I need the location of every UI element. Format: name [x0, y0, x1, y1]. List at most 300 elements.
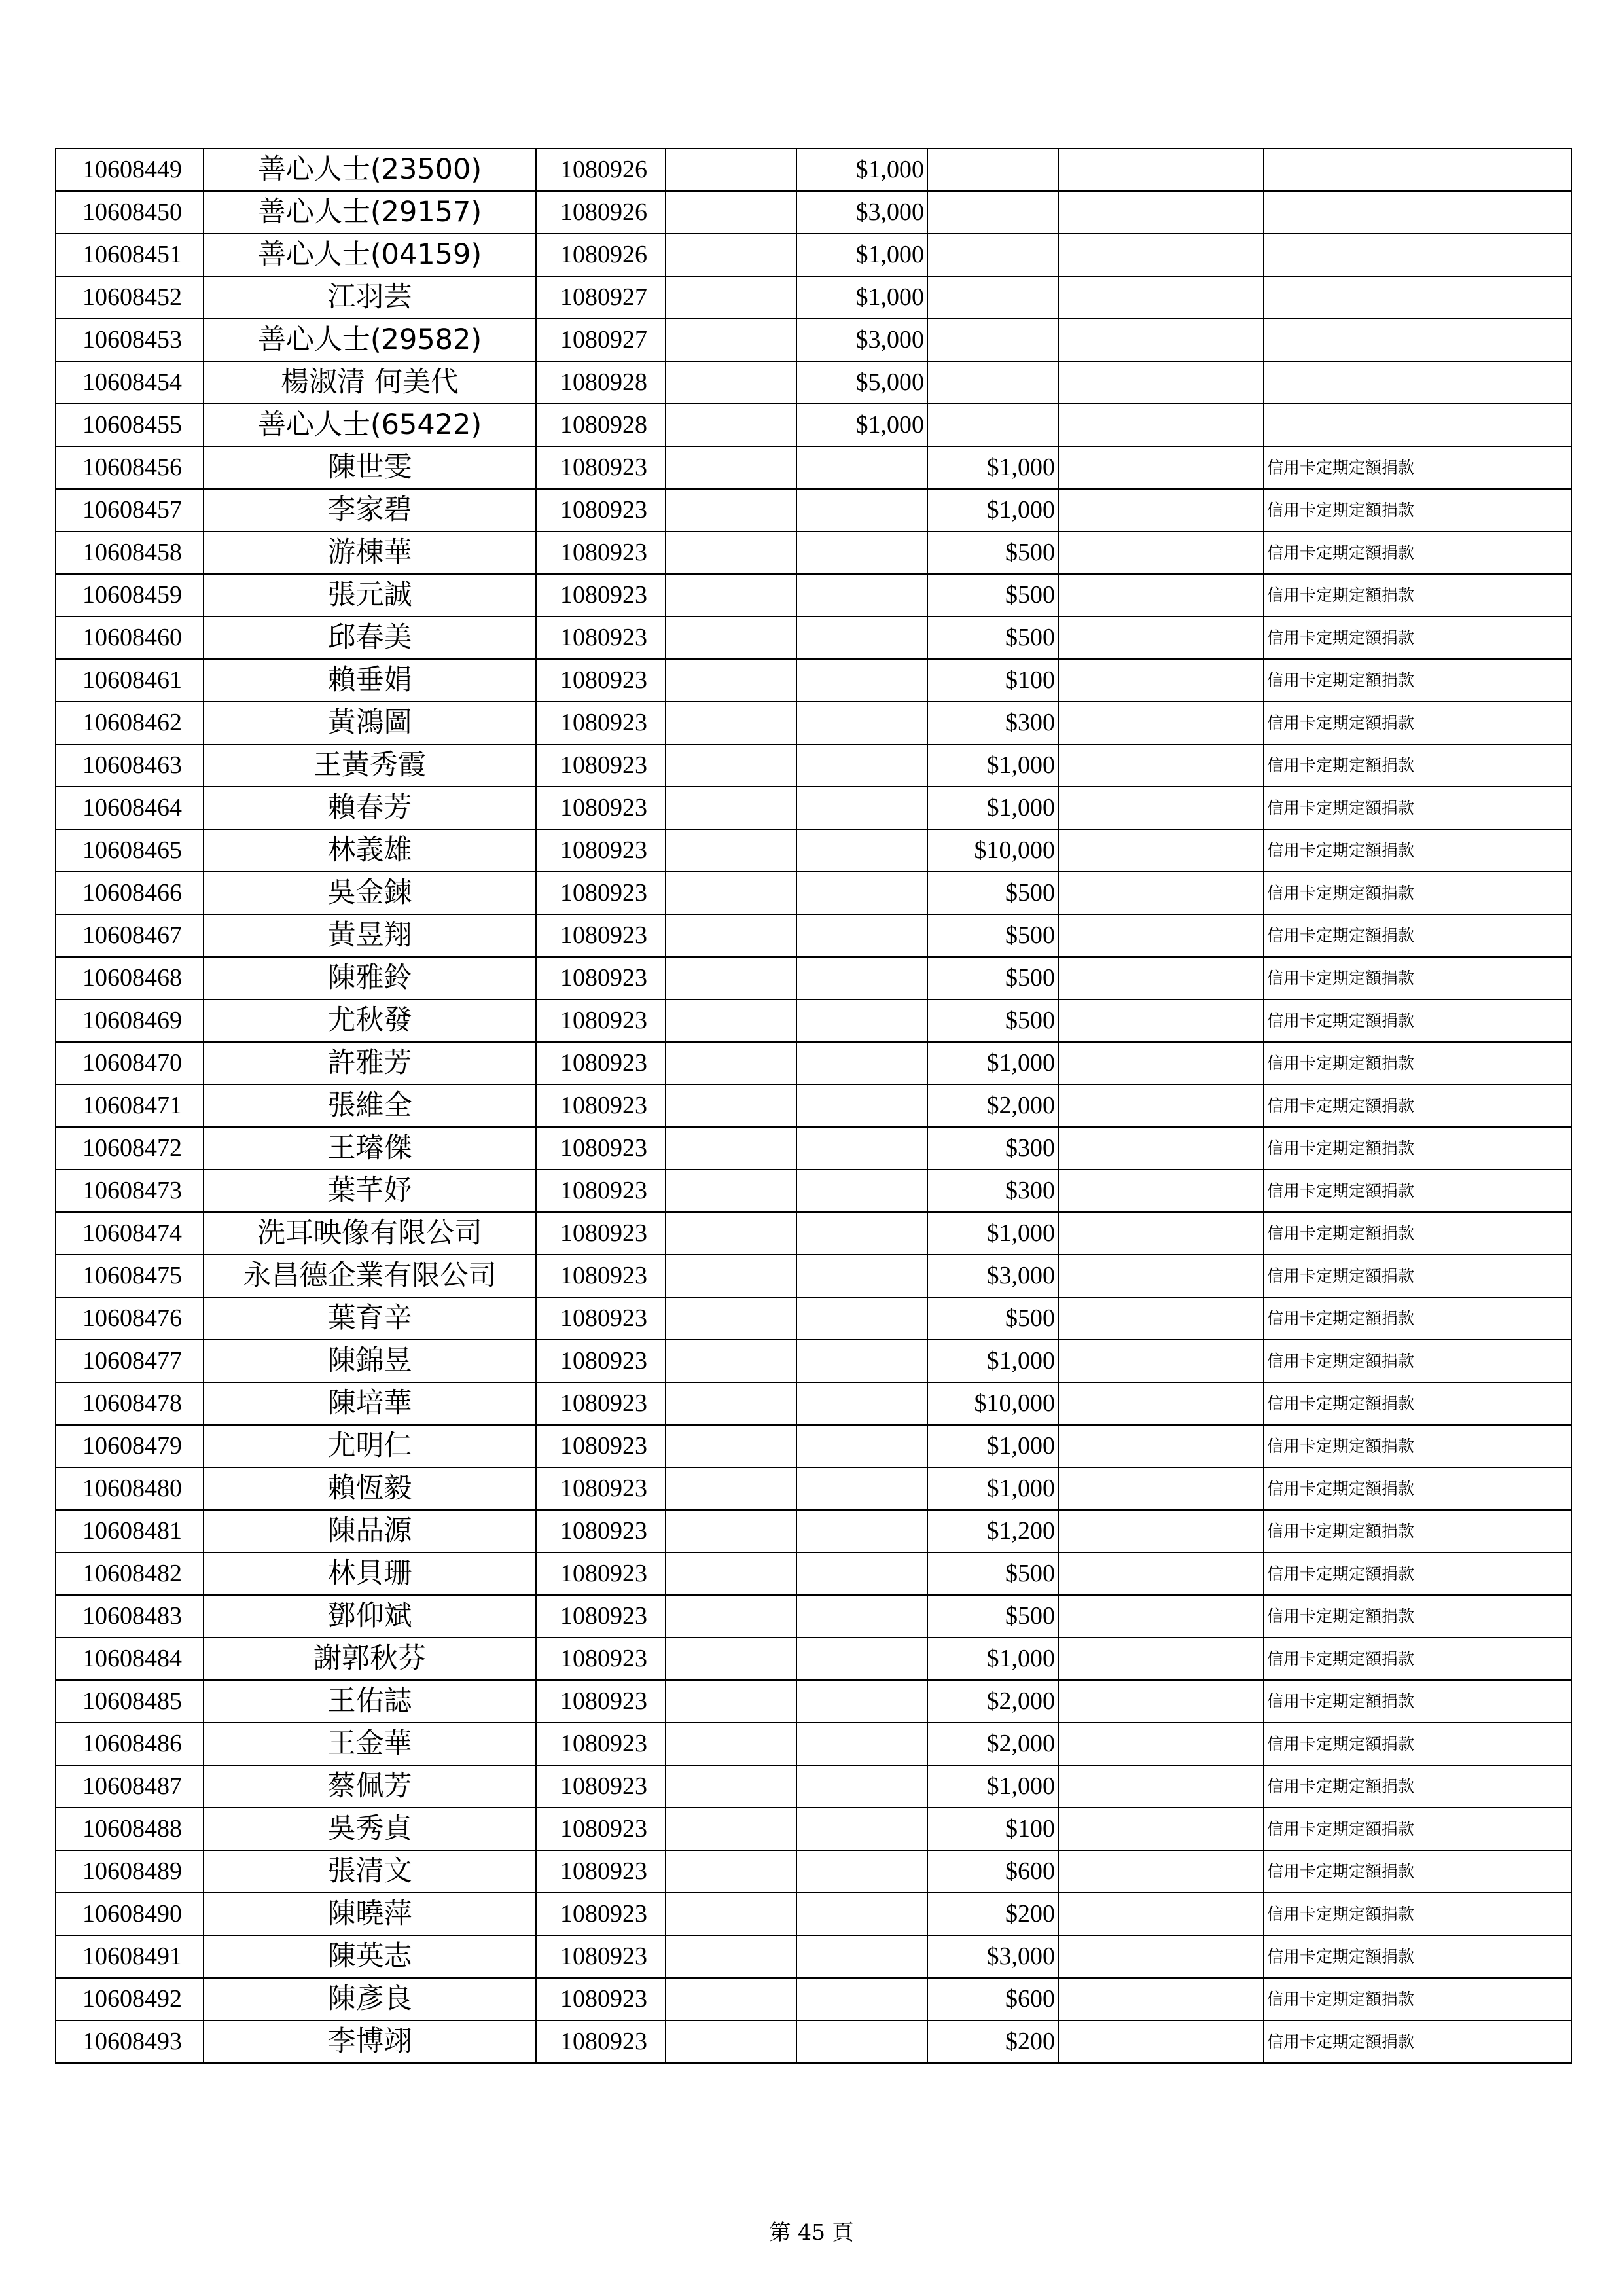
- note-cell: [1264, 234, 1571, 276]
- note-cell: 信用卡定期定額捐款: [1264, 1212, 1571, 1255]
- table-row: [56, 1085, 1571, 1127]
- table-row: [56, 234, 1571, 276]
- amount-cell: [796, 914, 927, 957]
- note-cell: [1264, 191, 1571, 234]
- amount-cell: [796, 1212, 927, 1255]
- donation-date-cell: 1080923: [536, 1085, 666, 1127]
- donation-date-cell: 1080923: [536, 829, 666, 872]
- empty-cell: [1058, 1255, 1264, 1297]
- card-amount-cell: $500: [927, 914, 1058, 957]
- empty-cell: [1058, 1085, 1264, 1127]
- table-row: [56, 1765, 1571, 1808]
- note-cell: 信用卡定期定額捐款: [1264, 1893, 1571, 1935]
- table-row: [56, 787, 1571, 829]
- donation-date-cell: 1080923: [536, 531, 666, 574]
- note-cell: 信用卡定期定額捐款: [1264, 2020, 1571, 2063]
- donation-date-cell: 1080923: [536, 1425, 666, 1467]
- donor-name-cell: 尤明仁: [204, 1425, 536, 1467]
- amount-cell: [796, 1935, 927, 1978]
- empty-cell: [1058, 1850, 1264, 1893]
- donation-date-cell: 1080923: [536, 1467, 666, 1510]
- donation-id-cell: 10608489: [56, 1850, 204, 1893]
- empty-cell: [666, 1127, 796, 1170]
- donation-id-cell: 10608464: [56, 787, 204, 829]
- donation-id-cell: 10608459: [56, 574, 204, 617]
- note-cell: 信用卡定期定額捐款: [1264, 829, 1571, 872]
- table-row: [56, 957, 1571, 999]
- table-row: [56, 1170, 1571, 1212]
- card-amount-cell: $500: [927, 531, 1058, 574]
- donation-date-cell: 1080923: [536, 702, 666, 744]
- donation-id-cell: 10608472: [56, 1127, 204, 1170]
- table-row: [56, 872, 1571, 914]
- card-amount-cell: $100: [927, 1808, 1058, 1850]
- note-cell: 信用卡定期定額捐款: [1264, 914, 1571, 957]
- donation-date-cell: 1080923: [536, 1382, 666, 1425]
- donor-name-cell: 李博翊: [204, 2020, 536, 2063]
- empty-cell: [666, 531, 796, 574]
- amount-cell: [796, 1723, 927, 1765]
- donor-name-cell: 葉育辛: [204, 1297, 536, 1340]
- amount-cell: $1,000: [796, 234, 927, 276]
- donation-date-cell: 1080923: [536, 914, 666, 957]
- donor-name-cell: 王璿傑: [204, 1127, 536, 1170]
- donor-name-cell: 許雅芳: [204, 1042, 536, 1085]
- empty-cell: [666, 574, 796, 617]
- donation-id-cell: 10608452: [56, 276, 204, 319]
- donation-id-cell: 10608463: [56, 744, 204, 787]
- amount-cell: [796, 1680, 927, 1723]
- empty-cell: [666, 659, 796, 702]
- note-cell: 信用卡定期定額捐款: [1264, 1680, 1571, 1723]
- table-row: [56, 829, 1571, 872]
- table-row: [56, 361, 1571, 404]
- note-cell: 信用卡定期定額捐款: [1264, 1510, 1571, 1552]
- empty-cell: [1058, 872, 1264, 914]
- note-cell: 信用卡定期定額捐款: [1264, 1467, 1571, 1510]
- amount-cell: $1,000: [796, 276, 927, 319]
- amount-cell: [796, 574, 927, 617]
- table-row: [56, 1595, 1571, 1638]
- donation-id-cell: 10608470: [56, 1042, 204, 1085]
- table-row: [56, 1978, 1571, 2020]
- empty-cell: [1058, 1170, 1264, 1212]
- note-cell: 信用卡定期定額捐款: [1264, 617, 1571, 659]
- empty-cell: [666, 1680, 796, 1723]
- empty-cell: [666, 2020, 796, 2063]
- donation-date-cell: 1080923: [536, 999, 666, 1042]
- donor-name-cell: 善心人士(65422): [204, 404, 536, 446]
- donation-id-cell: 10608467: [56, 914, 204, 957]
- note-cell: 信用卡定期定額捐款: [1264, 1425, 1571, 1467]
- empty-cell: [666, 957, 796, 999]
- empty-cell: [1058, 914, 1264, 957]
- empty-cell: [1058, 1425, 1264, 1467]
- table-row: [56, 999, 1571, 1042]
- card-amount-cell: $500: [927, 1595, 1058, 1638]
- table-row: [56, 1510, 1571, 1552]
- empty-cell: [1058, 1340, 1264, 1382]
- donor-name-cell: 游棟華: [204, 531, 536, 574]
- empty-cell: [666, 234, 796, 276]
- note-cell: 信用卡定期定額捐款: [1264, 1297, 1571, 1340]
- amount-cell: [796, 1340, 927, 1382]
- empty-cell: [1058, 617, 1264, 659]
- donation-id-cell: 10608481: [56, 1510, 204, 1552]
- note-cell: 信用卡定期定額捐款: [1264, 1595, 1571, 1638]
- donation-id-cell: 10608468: [56, 957, 204, 999]
- card-amount-cell: $500: [927, 957, 1058, 999]
- amount-cell: [796, 1255, 927, 1297]
- empty-cell: [1058, 702, 1264, 744]
- donor-name-cell: 張維全: [204, 1085, 536, 1127]
- donation-id-cell: 10608471: [56, 1085, 204, 1127]
- empty-cell: [666, 1595, 796, 1638]
- donor-name-cell: 張清文: [204, 1850, 536, 1893]
- card-amount-cell: $1,000: [927, 787, 1058, 829]
- amount-cell: [796, 1127, 927, 1170]
- note-cell: 信用卡定期定額捐款: [1264, 702, 1571, 744]
- card-amount-cell: [927, 319, 1058, 361]
- donation-date-cell: 1080923: [536, 1042, 666, 1085]
- donor-name-cell: 葉芊妤: [204, 1170, 536, 1212]
- note-cell: 信用卡定期定額捐款: [1264, 1382, 1571, 1425]
- donation-id-cell: 10608491: [56, 1935, 204, 1978]
- amount-cell: [796, 1893, 927, 1935]
- donor-name-cell: 吳秀貞: [204, 1808, 536, 1850]
- table-row: [56, 489, 1571, 531]
- amount-cell: $1,000: [796, 404, 927, 446]
- donation-date-cell: 1080923: [536, 1638, 666, 1680]
- donation-date-cell: 1080923: [536, 744, 666, 787]
- amount-cell: $1,000: [796, 149, 927, 191]
- amount-cell: [796, 1170, 927, 1212]
- card-amount-cell: $1,000: [927, 1765, 1058, 1808]
- donor-name-cell: 江羽芸: [204, 276, 536, 319]
- empty-cell: [1058, 574, 1264, 617]
- card-amount-cell: $1,200: [927, 1510, 1058, 1552]
- table-row: [56, 1042, 1571, 1085]
- empty-cell: [1058, 999, 1264, 1042]
- table-row: [56, 1425, 1571, 1467]
- note-cell: [1264, 319, 1571, 361]
- amount-cell: [796, 829, 927, 872]
- donor-name-cell: 陳世雯: [204, 446, 536, 489]
- empty-cell: [1058, 829, 1264, 872]
- note-cell: [1264, 361, 1571, 404]
- empty-cell: [1058, 1978, 1264, 2020]
- table-row: [56, 1467, 1571, 1510]
- donation-id-cell: 10608476: [56, 1297, 204, 1340]
- table-row: [56, 617, 1571, 659]
- empty-cell: [666, 1638, 796, 1680]
- note-cell: 信用卡定期定額捐款: [1264, 1085, 1571, 1127]
- empty-cell: [666, 1255, 796, 1297]
- card-amount-cell: $500: [927, 1552, 1058, 1595]
- donation-id-cell: 10608477: [56, 1340, 204, 1382]
- amount-cell: [796, 1467, 927, 1510]
- table-row: [56, 191, 1571, 234]
- empty-cell: [1058, 1127, 1264, 1170]
- empty-cell: [666, 999, 796, 1042]
- donation-id-cell: 10608490: [56, 1893, 204, 1935]
- donor-name-cell: 善心人士(04159): [204, 234, 536, 276]
- empty-cell: [1058, 1212, 1264, 1255]
- empty-cell: [666, 1212, 796, 1255]
- page-number: 第 45 頁: [769, 2219, 854, 2245]
- donation-date-cell: 1080923: [536, 787, 666, 829]
- table-row: [56, 702, 1571, 744]
- donation-date-cell: 1080926: [536, 234, 666, 276]
- empty-cell: [666, 1723, 796, 1765]
- donation-date-cell: 1080923: [536, 1935, 666, 1978]
- card-amount-cell: $500: [927, 999, 1058, 1042]
- donation-date-cell: 1080923: [536, 1297, 666, 1340]
- amount-cell: [796, 531, 927, 574]
- card-amount-cell: $500: [927, 872, 1058, 914]
- amount-cell: [796, 1850, 927, 1893]
- table-row: [56, 149, 1571, 191]
- empty-cell: [1058, 489, 1264, 531]
- donation-id-cell: 10608460: [56, 617, 204, 659]
- empty-cell: [666, 404, 796, 446]
- donation-id-cell: 10608480: [56, 1467, 204, 1510]
- card-amount-cell: $1,000: [927, 489, 1058, 531]
- card-amount-cell: $2,000: [927, 1723, 1058, 1765]
- empty-cell: [666, 744, 796, 787]
- empty-cell: [1058, 1382, 1264, 1425]
- donation-id-cell: 10608456: [56, 446, 204, 489]
- card-amount-cell: $300: [927, 702, 1058, 744]
- amount-cell: [796, 1978, 927, 2020]
- empty-cell: [1058, 1723, 1264, 1765]
- amount-cell: $3,000: [796, 319, 927, 361]
- empty-cell: [666, 1978, 796, 2020]
- empty-cell: [1058, 319, 1264, 361]
- empty-cell: [666, 1552, 796, 1595]
- table-row: [56, 1382, 1571, 1425]
- note-cell: 信用卡定期定額捐款: [1264, 1808, 1571, 1850]
- empty-cell: [1058, 744, 1264, 787]
- donation-date-cell: 1080923: [536, 1552, 666, 1595]
- amount-cell: [796, 489, 927, 531]
- note-cell: 信用卡定期定額捐款: [1264, 489, 1571, 531]
- donation-id-cell: 10608449: [56, 149, 204, 191]
- donor-name-cell: 李家碧: [204, 489, 536, 531]
- empty-cell: [1058, 234, 1264, 276]
- donation-table-body: [56, 149, 1571, 2063]
- card-amount-cell: [927, 361, 1058, 404]
- donor-name-cell: 善心人士(29157): [204, 191, 536, 234]
- note-cell: 信用卡定期定額捐款: [1264, 531, 1571, 574]
- empty-cell: [1058, 1595, 1264, 1638]
- note-cell: 信用卡定期定額捐款: [1264, 1255, 1571, 1297]
- empty-cell: [1058, 1765, 1264, 1808]
- card-amount-cell: $1,000: [927, 446, 1058, 489]
- donation-date-cell: 1080923: [536, 1595, 666, 1638]
- note-cell: 信用卡定期定額捐款: [1264, 1127, 1571, 1170]
- card-amount-cell: $500: [927, 617, 1058, 659]
- empty-cell: [666, 1340, 796, 1382]
- table-row: [56, 659, 1571, 702]
- empty-cell: [1058, 276, 1264, 319]
- card-amount-cell: $10,000: [927, 829, 1058, 872]
- donation-date-cell: 1080923: [536, 1765, 666, 1808]
- card-amount-cell: $300: [927, 1127, 1058, 1170]
- empty-cell: [666, 1467, 796, 1510]
- empty-cell: [1058, 1042, 1264, 1085]
- empty-cell: [1058, 1808, 1264, 1850]
- table-row: [56, 404, 1571, 446]
- donation-id-cell: 10608485: [56, 1680, 204, 1723]
- card-amount-cell: $10,000: [927, 1382, 1058, 1425]
- amount-cell: [796, 2020, 927, 2063]
- empty-cell: [666, 361, 796, 404]
- card-amount-cell: $1,000: [927, 1467, 1058, 1510]
- donation-date-cell: 1080923: [536, 1510, 666, 1552]
- note-cell: 信用卡定期定額捐款: [1264, 659, 1571, 702]
- donation-id-cell: 10608482: [56, 1552, 204, 1595]
- donation-id-cell: 10608469: [56, 999, 204, 1042]
- empty-cell: [666, 1850, 796, 1893]
- donation-date-cell: 1080923: [536, 1723, 666, 1765]
- donation-date-cell: 1080926: [536, 149, 666, 191]
- table-row: [56, 914, 1571, 957]
- empty-cell: [1058, 957, 1264, 999]
- card-amount-cell: $1,000: [927, 1425, 1058, 1467]
- empty-cell: [1058, 2020, 1264, 2063]
- empty-cell: [666, 787, 796, 829]
- empty-cell: [666, 191, 796, 234]
- note-cell: 信用卡定期定額捐款: [1264, 999, 1571, 1042]
- amount-cell: [796, 446, 927, 489]
- donation-id-cell: 10608454: [56, 361, 204, 404]
- amount-cell: [796, 659, 927, 702]
- card-amount-cell: $600: [927, 1978, 1058, 2020]
- empty-cell: [666, 1425, 796, 1467]
- donor-name-cell: 陳彥良: [204, 1978, 536, 2020]
- table-row: [56, 1340, 1571, 1382]
- donor-name-cell: 楊淑清 何美代: [204, 361, 536, 404]
- donation-date-cell: 1080927: [536, 276, 666, 319]
- empty-cell: [666, 1170, 796, 1212]
- note-cell: 信用卡定期定額捐款: [1264, 574, 1571, 617]
- donor-name-cell: 陳培華: [204, 1382, 536, 1425]
- donor-name-cell: 吳金鍊: [204, 872, 536, 914]
- donation-date-cell: 1080923: [536, 1255, 666, 1297]
- card-amount-cell: [927, 234, 1058, 276]
- donation-date-cell: 1080923: [536, 617, 666, 659]
- donation-id-cell: 10608455: [56, 404, 204, 446]
- donation-id-cell: 10608493: [56, 2020, 204, 2063]
- donation-id-cell: 10608486: [56, 1723, 204, 1765]
- note-cell: 信用卡定期定額捐款: [1264, 1340, 1571, 1382]
- donor-name-cell: 謝郭秋芬: [204, 1638, 536, 1680]
- table-row: [56, 1680, 1571, 1723]
- donor-name-cell: 王金華: [204, 1723, 536, 1765]
- donation-date-cell: 1080923: [536, 1680, 666, 1723]
- card-amount-cell: [927, 276, 1058, 319]
- note-cell: 信用卡定期定額捐款: [1264, 1850, 1571, 1893]
- card-amount-cell: [927, 149, 1058, 191]
- card-amount-cell: $3,000: [927, 1935, 1058, 1978]
- amount-cell: [796, 1595, 927, 1638]
- donor-name-cell: 林貝珊: [204, 1552, 536, 1595]
- empty-cell: [1058, 1893, 1264, 1935]
- table-row: [56, 1255, 1571, 1297]
- amount-cell: [796, 617, 927, 659]
- donation-id-cell: 10608450: [56, 191, 204, 234]
- donor-name-cell: 蔡佩芳: [204, 1765, 536, 1808]
- empty-cell: [666, 489, 796, 531]
- table-row: [56, 319, 1571, 361]
- table-row: [56, 531, 1571, 574]
- card-amount-cell: $1,000: [927, 1638, 1058, 1680]
- donation-id-cell: 10608451: [56, 234, 204, 276]
- empty-cell: [666, 1382, 796, 1425]
- donor-name-cell: 黃鴻圖: [204, 702, 536, 744]
- donor-name-cell: 陳雅鈴: [204, 957, 536, 999]
- donation-date-cell: 1080923: [536, 1127, 666, 1170]
- empty-cell: [1058, 787, 1264, 829]
- table-row: [56, 1552, 1571, 1595]
- amount-cell: [796, 702, 927, 744]
- table-row: [56, 1638, 1571, 1680]
- card-amount-cell: $200: [927, 1893, 1058, 1935]
- donation-date-cell: 1080926: [536, 191, 666, 234]
- card-amount-cell: $300: [927, 1170, 1058, 1212]
- donation-id-cell: 10608453: [56, 319, 204, 361]
- card-amount-cell: [927, 404, 1058, 446]
- amount-cell: [796, 1297, 927, 1340]
- donor-name-cell: 黃昱翔: [204, 914, 536, 957]
- donation-date-cell: 1080923: [536, 574, 666, 617]
- donor-name-cell: 陳錦昱: [204, 1340, 536, 1382]
- empty-cell: [1058, 1297, 1264, 1340]
- donation-date-cell: 1080928: [536, 404, 666, 446]
- amount-cell: $5,000: [796, 361, 927, 404]
- donation-date-cell: 1080923: [536, 659, 666, 702]
- note-cell: 信用卡定期定額捐款: [1264, 1042, 1571, 1085]
- empty-cell: [1058, 531, 1264, 574]
- empty-cell: [1058, 361, 1264, 404]
- amount-cell: [796, 787, 927, 829]
- amount-cell: $3,000: [796, 191, 927, 234]
- empty-cell: [1058, 659, 1264, 702]
- empty-cell: [666, 1765, 796, 1808]
- donation-date-cell: 1080923: [536, 489, 666, 531]
- note-cell: 信用卡定期定額捐款: [1264, 1978, 1571, 2020]
- donor-name-cell: 王黃秀霞: [204, 744, 536, 787]
- donation-id-cell: 10608488: [56, 1808, 204, 1850]
- card-amount-cell: $2,000: [927, 1085, 1058, 1127]
- note-cell: 信用卡定期定額捐款: [1264, 446, 1571, 489]
- note-cell: [1264, 276, 1571, 319]
- empty-cell: [666, 446, 796, 489]
- note-cell: 信用卡定期定額捐款: [1264, 787, 1571, 829]
- empty-cell: [666, 914, 796, 957]
- note-cell: 信用卡定期定額捐款: [1264, 1552, 1571, 1595]
- donation-date-cell: 1080923: [536, 1808, 666, 1850]
- donation-date-cell: 1080923: [536, 1170, 666, 1212]
- empty-cell: [666, 1935, 796, 1978]
- note-cell: 信用卡定期定額捐款: [1264, 1765, 1571, 1808]
- amount-cell: [796, 744, 927, 787]
- amount-cell: [796, 1382, 927, 1425]
- card-amount-cell: $500: [927, 1297, 1058, 1340]
- donor-name-cell: 賴恆毅: [204, 1467, 536, 1510]
- donor-name-cell: 善心人士(29582): [204, 319, 536, 361]
